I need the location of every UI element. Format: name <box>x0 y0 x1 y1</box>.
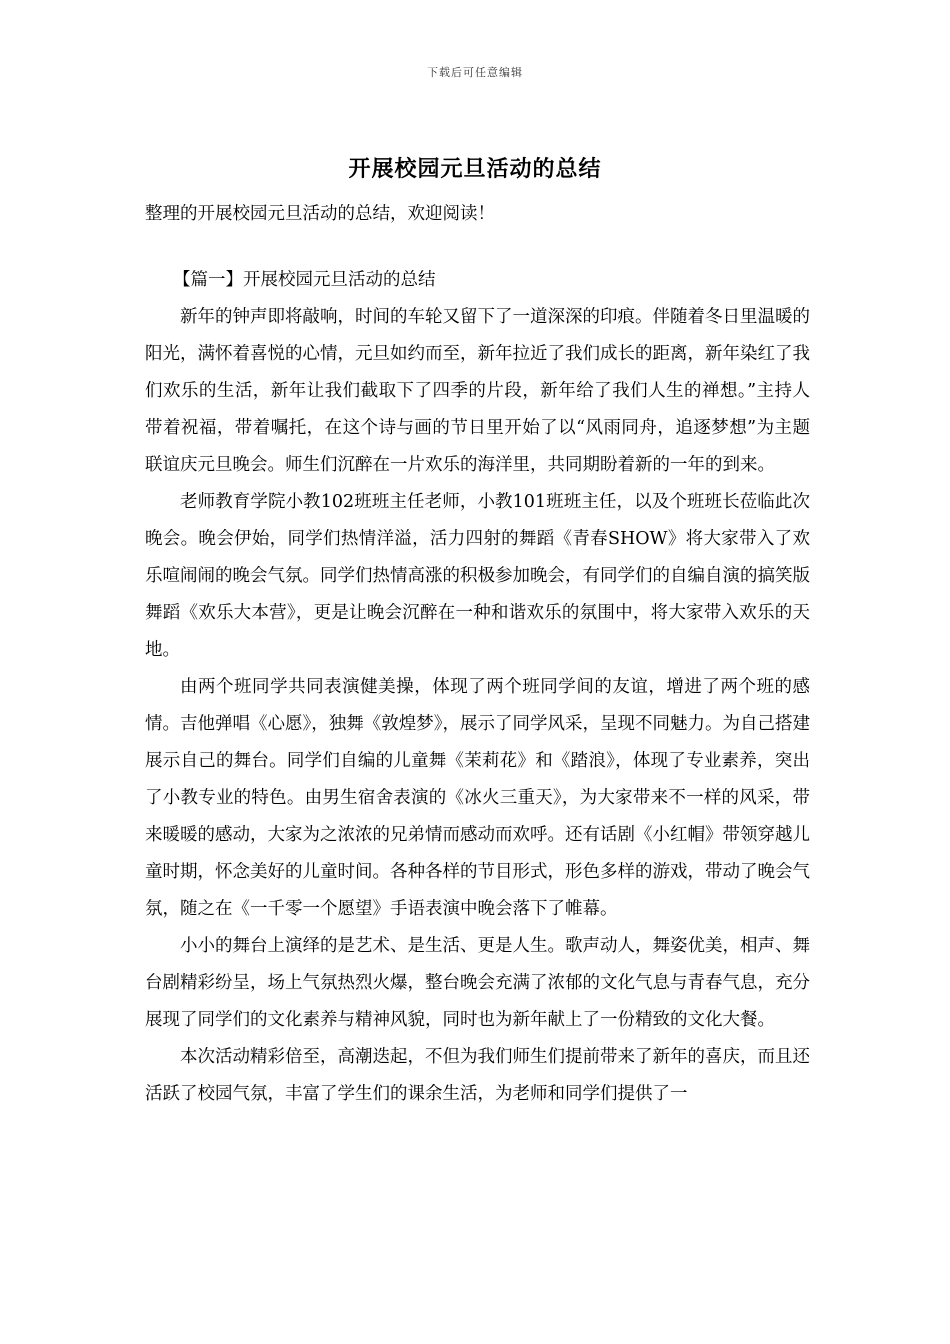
paragraph: 小小的舞台上演绎的是艺术、是生活、更是人生。歌声动人，舞姿优美，相声、舞台剧精彩纷呈，场上气氛热烈火爆，整台晚会充满了浓郁的文化气息与青春气息，充分展现了同学们的文化素养与精神风貌，同时也为新年献上了一份精致的文化大餐。 <box>145 936 810 1030</box>
body-text <box>145 299 810 1113</box>
paragraph: 由两个班同学共同表演健美操，体现了两个班同学间的友谊，增进了两个班的感情。吉他弹唱《心愿》，独舞《敦煌梦》，展示了同学风采，呈现不同魅力。为自己搭建展示自己的舞台。同学们自编的儿童舞《茉莉花》和《踏浪》，体现了专业素养，突出了小教专业的特色。由男生宿舍表演的《冰火三重天》，为大家带来不一样的风采，带来暖暖的感动，大家为之浓浓的兄弟情而感动而欢呼。还有话剧《小红帽》带领穿越儿童时期，怀念美好的儿童时间。各种各样的节目形式，形色多样的游戏，带动了晚会气氛，随之在《一千零一个愿望》手语表演中晚会落下了帷幕。 <box>145 677 810 919</box>
page-title: 开展校园元旦活动的总结 <box>348 156 602 182</box>
paragraph: 新年的钟声即将敲响，时间的车轮又留下了一道深深的印痕。伴随着冬日里温暖的阳光，满怀着喜悦的心情，元旦如约而至，新年拉近了我们成长的距离，新年染红了我们欢乐的生活，新年让我们截取下了四季的片段，新年给了我们人生的禅想。”主持人带着祝福，带着嘱托，在这个诗与画的节日里开始了以“风雨同舟，追逐梦想”为主题联谊庆元旦晚会。师生们沉醉在一片欢乐的海洋里，共同期盼着新的一年的到来。 <box>145 307 810 475</box>
paragraph: 老师教育学院小教102班班主任老师，小教101班班主任，以及个班班长莅临此次晚会。晚会伊始，同学们热情洋溢，活力四射的舞蹈《青春SHOW》将大家带入了欢乐喧闹闹的晚会气氛。同学们热情高涨的积极参加晚会，有同学们的自编自演的搞笑版舞蹈《欢乐大本营》，更是让晚会沉醉在一种和谐欢乐的氛围中，将大家带入欢乐的天地。 <box>145 492 810 660</box>
paragraph: 本次活动精彩倍至，高潮迭起，不但为我们师生们提前带来了新年的喜庆，而且还活跃了校园气氛，丰富了学生们的课余生活，为老师和同学们提供了一 <box>145 1047 810 1104</box>
intro-text: 整理的开展校园元旦活动的总结，欢迎阅读！ <box>145 204 495 224</box>
section-heading: 【篇一】开展校园元旦活动的总结 <box>173 270 436 290</box>
header-note: 下载后可任意编辑 <box>427 66 523 79</box>
